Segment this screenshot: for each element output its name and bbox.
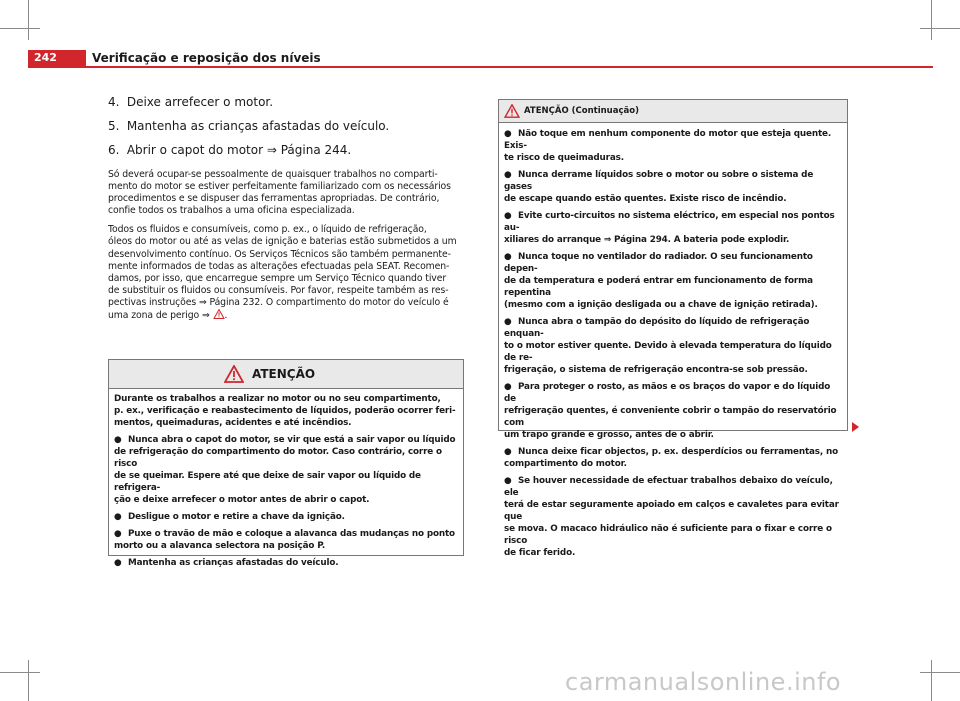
warning-bullet-text: Mantenha as crianças afastadas do veículo. (128, 558, 339, 568)
bullet-icon: ● (504, 129, 512, 139)
left-column (108, 95, 464, 329)
paragraph (108, 224, 464, 322)
warning-bullet (504, 316, 842, 376)
header-rule (28, 66, 933, 68)
warning-bullet (114, 434, 458, 506)
warning-triangle-icon (504, 104, 520, 118)
step-item (108, 143, 464, 157)
warning-triangle-icon (213, 309, 225, 319)
page-number: 242 (28, 50, 86, 66)
step-text: Mantenha as crianças afastadas do veículo. (126, 119, 390, 133)
warning-bullet-text: Desligue o motor e retire a chave da ignição. (128, 512, 345, 522)
bullet-icon: ● (504, 382, 512, 392)
crop-mark (0, 672, 40, 673)
crop-mark (931, 0, 932, 40)
warning-bullet-text: Se houver necessidade de efectuar trabalhos debaixo do veículo, ele terá de estar seguramente apoiado em calços e cavaletes para evitar que se mova. O macaco hidráulico não é suficiente para o fixar e corre o risco de ficar ferido. (504, 476, 839, 558)
warning-title: ATENÇÃO (Continuação) (524, 106, 639, 116)
paragraph-text: Todos os fluidos e consumíveis, como p. ex., o líquido de refrigeração, óleos do motor ou até as velas de ignição e baterias estão submetidos a um desenvolvimento contínuo. Os Serviços Técnicos são também permanente- mente informados de todas as alterações efectuadas pela SEAT. Recomen- damos, por isso, que encarregue sempre um Serviço Técnico quando tiver de substituir os fluidos ou consumíveis. Por favor, respeite também as res- pectivas instruções ⇒ Página 232. O compartimento do motor do veículo é uma zona de perigo ⇒ (108, 224, 457, 322)
warning-bullet (504, 475, 842, 559)
warning-bullet (504, 128, 842, 164)
crop-mark (931, 660, 932, 701)
crop-mark (0, 28, 40, 29)
step-item (108, 119, 464, 133)
paragraph-end: . (224, 310, 228, 322)
warning-bullet (504, 251, 842, 311)
step-number: 4. (108, 95, 120, 109)
bullet-icon: ● (504, 447, 512, 457)
warning-bullet (504, 381, 842, 441)
warning-bullet-text: Evite curto-circuitos no sistema eléctrico, em especial nos pontos au- xiliares do arranque ⇒ Página 294. A bateria pode explodir. (504, 211, 835, 245)
warning-box-body (499, 123, 847, 563)
crop-mark (920, 28, 960, 29)
crop-mark (28, 660, 29, 701)
warning-intro: Durante os trabalhos a realizar no motor ou no seu compartimento, p. ex., verificação e reabastecimento de líquidos, poderão ocorrer feri- mentos, queimaduras, acidentes e até incêndios. (114, 394, 456, 428)
bullet-icon: ● (114, 558, 122, 568)
warning-triangle-icon (224, 365, 244, 383)
step-text: Abrir o capot do motor ⇒ Página 244. (126, 143, 352, 157)
warning-box-continuation (498, 99, 848, 558)
page-title: Verificação e reposição dos níveis (92, 51, 321, 65)
warning-bullet (114, 557, 458, 569)
bullet-icon: ● (504, 476, 512, 486)
warning-bullet-text: Nunca abra o tampão do depósito do líquido de refrigeração enquan- to o motor estiver quente. Devido à elevada temperatura do líquido de re- frigeração, o sistema de refrigeração encontra-se sob pressão. (504, 317, 832, 375)
bullet-icon: ● (114, 512, 122, 522)
bullet-icon: ● (114, 529, 122, 539)
warning-box-header (499, 100, 847, 123)
bullet-icon: ● (504, 317, 512, 327)
step-text: Deixe arrefecer o motor. (126, 95, 274, 109)
warning-bullet-text: Nunca abra o capot do motor, se vir que está a sair vapor ou líquido de refrigeração do compartimento do motor. Caso contrário, corre o risco de se queimar. Espere até que deixe de sair vapor ou líquido de refrigera- ção e deixe arrefecer o motor antes de abrir o capot. (114, 435, 456, 505)
watermark-text: carmanualsonline.info (565, 668, 842, 696)
warning-bullet (504, 169, 842, 205)
continue-arrow-icon (852, 422, 859, 432)
warning-bullet-text: Nunca toque no ventilador do radiador. O seu funcionamento depen- de da temperatura e poderá entrar em funcionamento de forma repentina (mesmo com a ignição desligada ou a chave de ignição retirada). (504, 252, 818, 310)
bullet-icon: ● (504, 170, 512, 180)
step-number: 6. (108, 143, 120, 157)
warning-bullet (504, 446, 842, 470)
crop-mark (920, 672, 960, 673)
warning-title: ATENÇÃO (252, 367, 316, 381)
crop-mark (28, 0, 29, 40)
warning-box-body (109, 389, 463, 573)
bullet-icon: ● (504, 252, 512, 262)
warning-box (108, 359, 464, 568)
warning-bullet (114, 511, 458, 523)
warning-bullet-text: Para proteger o rosto, as mãos e os braços do vapor e do líquido de refrigeração quentes, é conveniente cobrir o tampão do reservatório com um trapo grande e grosso, antes de o abrir. (504, 382, 837, 440)
warning-box-header (109, 360, 463, 389)
bullet-icon: ● (114, 435, 122, 445)
bullet-icon: ● (504, 211, 512, 221)
warning-bullet (114, 528, 458, 552)
step-item (108, 95, 464, 109)
warning-bullet-text: Não toque em nenhum componente do motor que esteja quente. Exis- te risco de queimaduras. (504, 129, 832, 163)
warning-bullet-text: Puxe o travão de mão e coloque a alavanca das mudanças no ponto morto ou a alavanca selectora na posição P. (114, 529, 455, 551)
step-number: 5. (108, 119, 120, 133)
warning-bullet-text: Nunca deixe ficar objectos, p. ex. desperdícios ou ferramentas, no compartimento do motor. (504, 447, 838, 469)
warning-bullet-text: Nunca derrame líquidos sobre o motor ou sobre o sistema de gases de escape quando estão quentes. Existe risco de incêndio. (504, 170, 814, 204)
warning-bullet (504, 210, 842, 246)
paragraph: Só deverá ocupar-se pessoalmente de quaisquer trabalhos no comparti- mento do motor se estiver perfeitamente familiarizado com os necessários procedimentos e se dispuser das ferramentas apropriadas. De contrário, confie todos os trabalhos a uma oficina especializada. (108, 169, 451, 217)
